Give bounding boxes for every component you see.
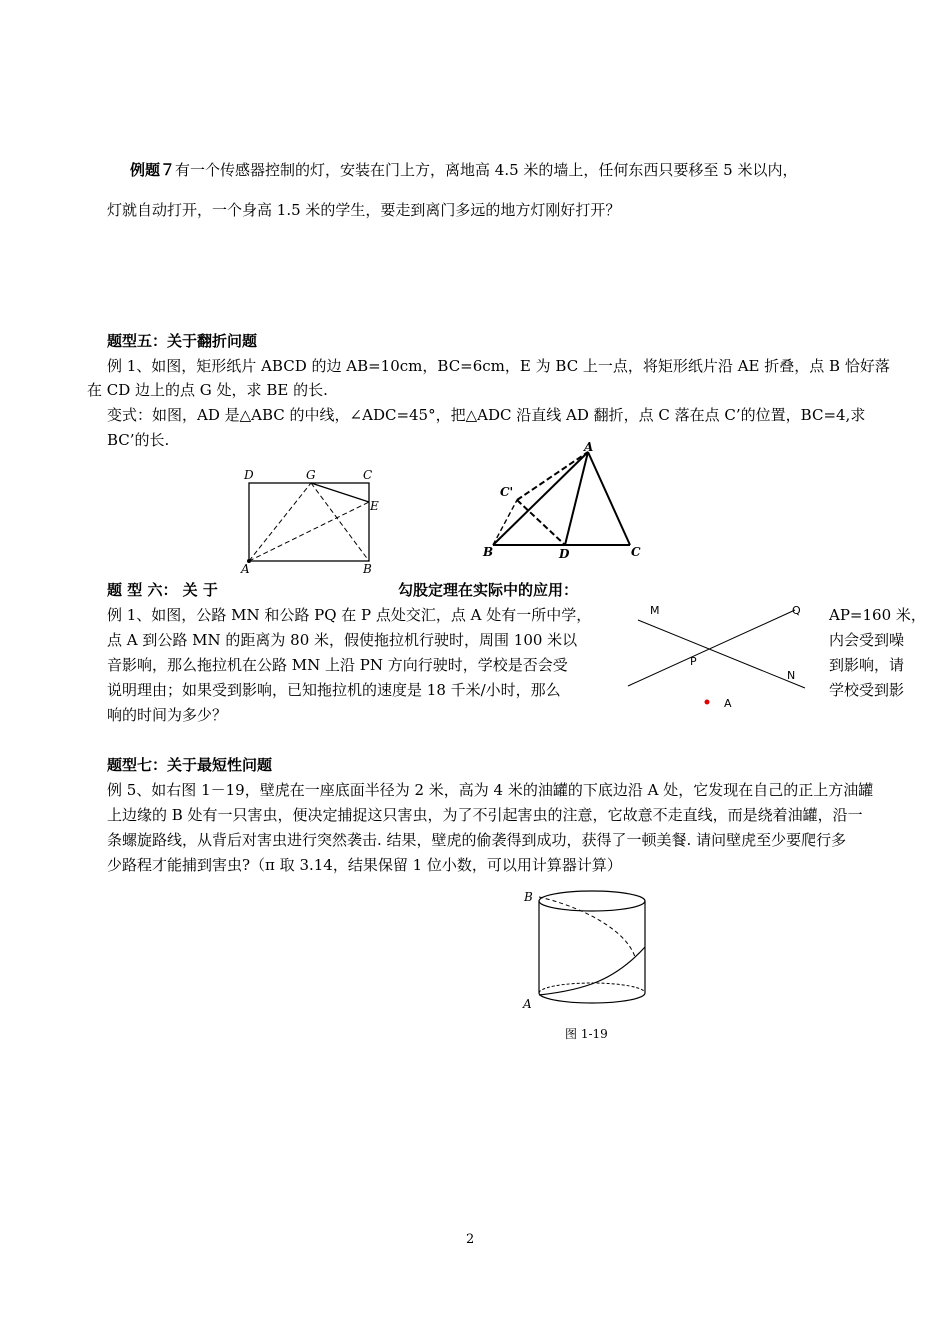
type6-heading-b: 勾股定理在实际中的应用： <box>398 581 579 599</box>
type5-heading: 题型五：关于翻折问题 <box>107 332 258 350</box>
label-D: D <box>559 547 570 561</box>
label-Q: Q <box>792 604 801 617</box>
type6-line2: 点 A 到公路 MN 的距离为 80 米，假使拖拉机行驶时，周围 100 米以 <box>107 631 578 649</box>
type7-heading: 题型七：关于最短性问题 <box>107 756 273 774</box>
label-C: C <box>363 468 373 482</box>
label-C: C <box>631 545 641 559</box>
label-N: N <box>787 669 796 682</box>
page-number: 2 <box>466 1232 475 1247</box>
type5-variant-line2: BC’的长. <box>107 431 170 449</box>
example7-label: 例题７ <box>130 161 176 179</box>
type6-heading-a: 题 型 六： 关 于 <box>107 581 218 599</box>
triangle-fold-figure <box>475 440 645 565</box>
label-B: B <box>363 562 372 575</box>
type7-line2: 上边缘的 B 处有一只害虫，便决定捕捉这只害虫，为了不引起害虫的注意，它故意不走直线，而是绕着油罐，沿一 <box>107 806 863 824</box>
type6-line4: 说明理由；如果受到影响，已知拖拉机的速度是 18 千米/小时，那么 <box>107 681 561 699</box>
school-point <box>705 700 710 705</box>
example7-line2: 灯就自动打开，一个身高 1.5 米的学生，要走到离门多远的地方灯刚好打开？ <box>107 201 621 219</box>
road-intersection-figure <box>620 598 820 713</box>
label-A: A <box>241 562 250 575</box>
type6-line2-right: 内会受到噪 <box>829 631 905 649</box>
type5-ex1-line2: 在 CD 边上的点 G 处，求 BE 的长. <box>87 381 328 399</box>
label-D: D <box>244 468 254 482</box>
type6-line3-right: 到影响，请 <box>829 656 905 674</box>
type7-line1: 例 5、如右图 1－19，壁虎在一座底面半径为 2 米，高为 4 米的油罐的下底边沿 A 处，它发现在自己的正上方油罐 <box>107 781 874 799</box>
type7-line3: 条螺旋路线，从背后对害虫进行突然袭击. 结果，壁虎的偷袭得到成功，获得了一顿美餐. 请问壁虎至少要爬行多 <box>107 831 847 849</box>
type6-line4-right: 学校受到影 <box>829 681 905 699</box>
type5-ex1-line1: 例 1、如图，矩形纸片 ABCD 的边 AB=10cm，BC=6cm，E 为 BC 上一点，将矩形纸片沿 AE 折叠，点 B 恰好落 <box>107 357 890 375</box>
label-B: B <box>524 890 533 904</box>
label-M: M <box>650 604 660 617</box>
label-A: A <box>523 997 532 1011</box>
type6-line1-right: AP=160 米， <box>829 606 926 624</box>
type6-line3: 音影响，那么拖拉机在公路 MN 上沿 PN 方向行驶时，学校是否会受 <box>107 656 568 674</box>
rectangle-fold-figure <box>235 465 385 575</box>
type7-line4: 少路程才能捕到害虫?（π 取 3.14，结果保留 1 位小数，可以用计算器计算） <box>107 856 622 874</box>
cylinder-figure <box>515 885 655 1045</box>
label-A: A <box>724 697 732 710</box>
label-P: P <box>690 655 697 668</box>
type6-line1: 例 1、如图，公路 MN 和公路 PQ 在 P 点处交汇，点 A 处有一所中学， <box>107 606 592 624</box>
label-G: G <box>306 468 316 482</box>
label-E: E <box>370 499 379 513</box>
label-A: A <box>584 440 594 454</box>
label-C-prime: C' <box>500 485 514 499</box>
example7-line1: 例题７有一个传感器控制的灯，安装在门上方，离地高 4.5 米的墙上，任何东西只要移至 5 米以内， <box>130 161 798 179</box>
type6-line5: 响的时间为多少？ <box>107 706 228 724</box>
label-B: B <box>483 545 494 559</box>
figure-caption: 图 1-19 <box>565 1027 608 1041</box>
type5-variant-line1: 变式：如图，AD 是△ABC 的中线，∠ADC=45°，把△ADC 沿直线 AD 翻折，点 C 落在点 C’的位置，BC=4,求 <box>107 406 866 424</box>
